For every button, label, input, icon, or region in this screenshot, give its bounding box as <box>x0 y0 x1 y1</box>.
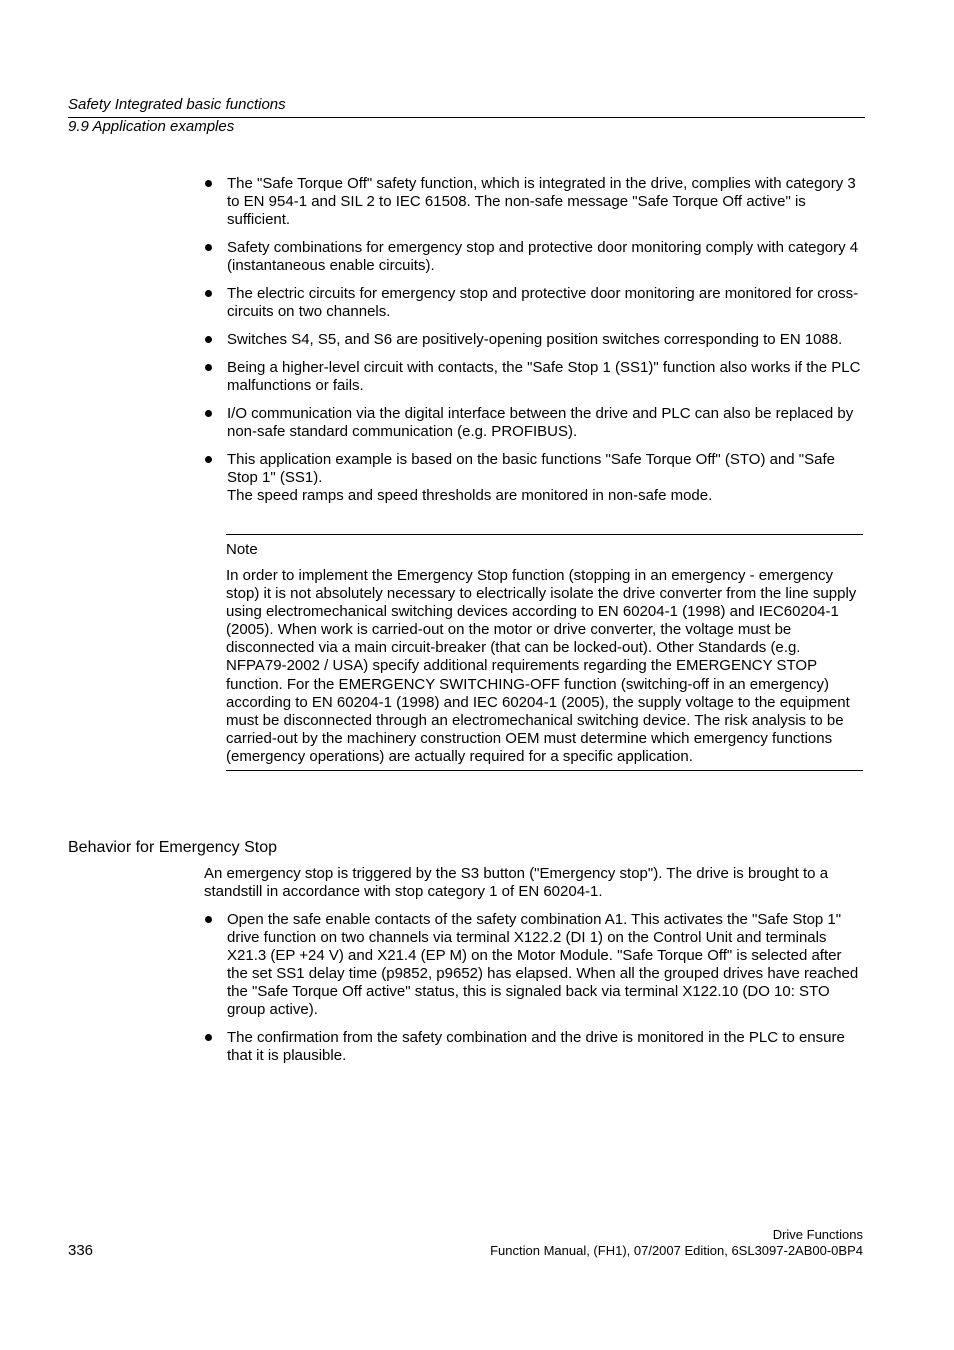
list-item-text: The confirmation from the safety combination and the drive is monitored in the PLC to ensure that it is plausible. <box>227 1029 845 1064</box>
list-item-text: Being a higher-level circuit with contacts, the "Safe Stop 1 (SS1)" function also works if the PLC malfunctions or fails. <box>227 359 861 394</box>
list-item-text: Safety combinations for emergency stop and protective door monitoring comply with category 4 (instantaneous enable circuits). <box>227 239 859 274</box>
list-item <box>204 175 864 229</box>
requirements-list <box>204 175 864 515</box>
list-item-text: This application example is based on the basic functions "Safe Torque Off" (STO) and "Safe Stop 1" (SS1). <box>227 451 835 486</box>
bullet-icon <box>205 916 212 923</box>
list-item <box>204 239 864 275</box>
list-item-text: Open the safe enable contacts of the safety combination A1. This activates the "Safe Stop 1" drive function on two channels via terminal X122.2 (DI 1) on the Control Unit and terminals X21.3 (EP +24 V) and X21.4 (EP M) on the Motor Module. "Safe Torque Off" is selected after the set SS1 delay time (p9852, p9652) has elapsed. When all the grouped drives have reached the "Safe Torque Off active" status, this is signaled back via terminal X122.10 (DO 10: STO group active). <box>227 911 859 1018</box>
bullet-icon <box>205 290 212 297</box>
list-item-text: I/O communication via the digital interface between the drive and PLC can also be replaced by non-safe standard communication (e.g. PROFIBUS). <box>227 405 854 440</box>
note-title: Note <box>226 541 258 558</box>
emergency-stop-list <box>204 911 864 1075</box>
list-item <box>204 451 864 505</box>
bullet-icon <box>205 456 212 463</box>
footer-doc-title: Drive Functions <box>772 1227 863 1242</box>
list-item-text: The electric circuits for emergency stop and protective door monitoring are monitored for cross-circuits on two channels. <box>227 285 859 320</box>
bullet-icon <box>205 364 212 371</box>
footer-doc-details: Function Manual, (FH1), 07/2007 Edition, 6SL3097-2AB00-0BP4 <box>490 1243 863 1258</box>
bullet-icon <box>205 336 212 343</box>
list-item <box>204 331 864 349</box>
page-number: 336 <box>68 1242 94 1259</box>
running-header-chapter: Safety Integrated basic functions <box>68 96 286 113</box>
running-header-section: 9.9 Application examples <box>68 118 235 135</box>
footer-info <box>490 1227 863 1259</box>
section-intro: An emergency stop is triggered by the S3 button ("Emergency stop"). The drive is brought to a standstill in accordance with stop category 1 of EN 60204-1. <box>204 865 829 900</box>
list-item-text: The speed ramps and speed thresholds are monitored in non-safe mode. <box>227 487 713 504</box>
list-item-text: The "Safe Torque Off" safety function, which is integrated in the drive, complies with category 3 to EN 954-1 and SIL 2 to IEC 61508. The non-safe message "Safe Torque Off active" is sufficient. <box>227 175 856 228</box>
list-item <box>204 359 864 395</box>
bullet-icon <box>205 410 212 417</box>
list-item <box>204 911 864 1019</box>
bullet-icon <box>205 1034 212 1041</box>
note-box <box>226 534 863 771</box>
section-heading: Behavior for Emergency Stop <box>68 839 277 856</box>
list-item-text: Switches S4, S5, and S6 are positively-opening position switches corresponding to EN 1088. <box>227 331 843 348</box>
bullet-icon <box>205 244 212 251</box>
list-item <box>204 1029 864 1065</box>
note-body: In order to implement the Emergency Stop function (stopping in an emergency - emergency stop) it is not absolutely necessary to electrically isolate the drive converter from the line supply using electromechanical switching devices according to EN 60204-1 (1998) and IEC60204-1 (2005). When work is carried-out on the motor or drive converter, the voltage must be disconnected via a main circuit-breaker (that can be locked-out). Other Standards (e.g. NFPA79-2002 / USA) specify additional requirements regarding the EMERGENCY STOP function. For the EMERGENCY SWITCHING-OFF function (switching-off in an emergency) according to EN 60204-1 (1998) and IEC 60204-1 (2005), the supply voltage to the equipment must be disconnected through an electromechanical switching device. The risk analysis to be carried-out by the machinery construction OEM must determine which emergency functions (emergency operations) are actually required for a specific application. <box>226 567 857 765</box>
bullet-icon <box>205 180 212 187</box>
list-item <box>204 405 864 441</box>
list-item <box>204 285 864 321</box>
